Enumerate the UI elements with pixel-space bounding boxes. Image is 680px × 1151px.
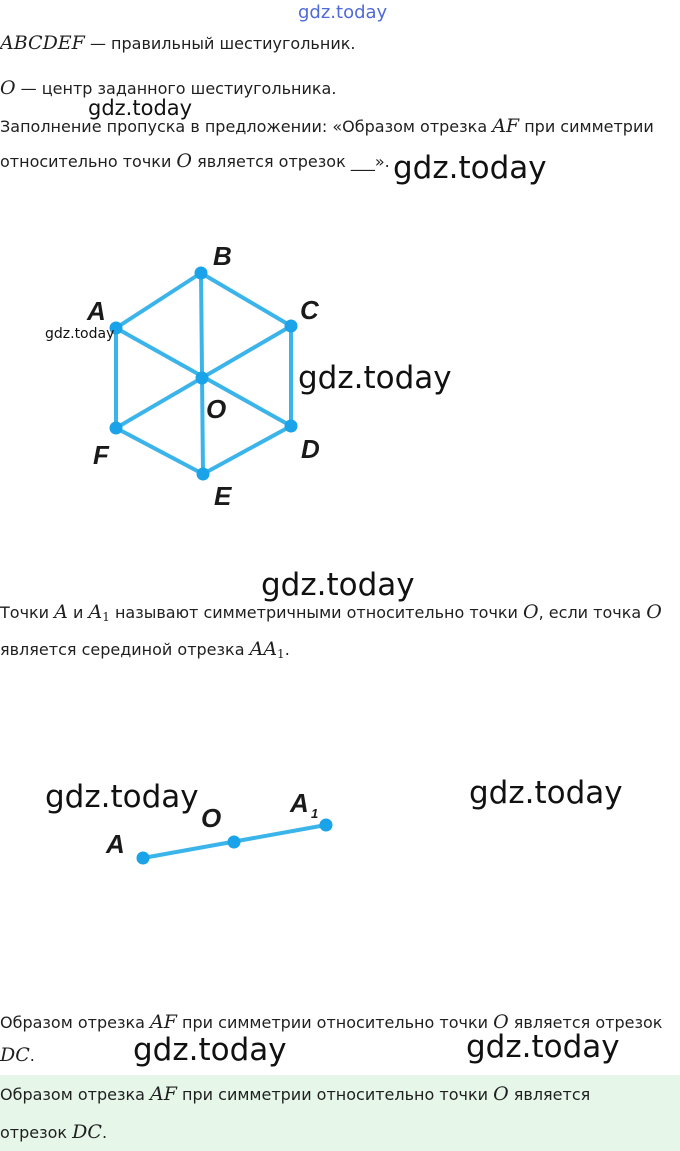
edge-ab [116,273,201,328]
def-text-f: . [284,640,290,659]
result-line-2 [0,1044,35,1066]
math-o: O [493,1083,509,1105]
def-text-a: Точки [0,603,55,622]
result-text-d: . [29,1046,35,1065]
label-a: A [106,829,125,859]
point-d [285,420,298,433]
math-af: AF [150,1083,177,1105]
math-o: O [176,150,192,172]
answer-text-b: при симметрии относительно точки [176,1085,494,1104]
intro-line-4 [0,150,390,172]
point-a [137,852,150,865]
answer-box [0,1075,680,1151]
point-a1 [320,819,333,832]
answer-text-e: . [101,1123,108,1142]
result-text-c: является отрезок [508,1013,663,1032]
math-dc: DC [72,1121,102,1143]
answer-text-c: является [508,1085,591,1104]
math-af: AF [150,1011,177,1033]
answer-line-1 [0,1083,590,1105]
watermark: gdz.today [45,779,199,815]
math-dc: DC [0,1044,30,1066]
intro-text-3b: при симметрии [519,117,654,136]
intro-text-4a: относительно точки [0,152,177,171]
point-b [195,267,208,280]
answer-text-d: отрезок [0,1123,73,1142]
intro-text-3a: Заполнение пропуска в предложении: «Образом отрезка [0,117,493,136]
intro-line-1 [0,32,355,54]
point-c [285,320,298,333]
def-text-e: является серединой отрезка [0,640,250,659]
math-aa1 [250,638,285,660]
math-a1 [88,601,109,623]
math-o: O [0,77,16,99]
intro-text-2: — центр заданного шестиугольника. [15,79,337,98]
math-af: AF [492,115,520,137]
label-o: O [206,394,227,424]
answer-text-a: Образом отрезка [0,1085,151,1104]
math-o: O [493,1011,509,1033]
result-text-b: при симметрии относительно точки [176,1013,494,1032]
math-abcdef: ABCDEF [0,32,85,54]
watermark: gdz.today [45,326,115,342]
definition-line-2 [0,638,290,661]
result-text-a: Образом отрезка [0,1013,151,1032]
math-aa1-base: AA [249,638,278,660]
intro-text-4b: является отрезок ___». [192,152,390,171]
def-text-c: называют симметричными относительно точки [109,603,524,622]
math-a1-sub: 1 [102,610,110,624]
label-d: D [301,434,320,464]
definition-line-1 [0,601,662,624]
math-aa1-sub: 1 [277,647,285,661]
label-a1-sub: 1 [311,806,319,821]
intro-text-1: — правильный шестиугольник. [84,34,356,53]
watermark: gdz.today [261,567,415,603]
edge-bc [201,273,291,326]
watermark: gdz.today [133,1032,287,1068]
math-a1-base: A [88,601,103,623]
watermark: gdz.today [393,150,547,186]
def-text-b: и [67,603,89,622]
point-e [197,468,210,481]
edge-de [203,426,291,474]
label-e: E [214,481,232,511]
label-b: B [213,241,232,271]
label-o: O [201,803,222,833]
watermark: gdz.today [298,360,452,396]
def-text-d: , если точка [538,603,647,622]
edge-ef [116,428,203,474]
watermark: gdz.today [469,775,623,811]
label-a1: A [290,788,309,818]
label-f: F [93,440,109,470]
watermark-top: gdz.today [298,2,388,23]
math-o: O [646,601,662,623]
label-a: A [87,296,106,326]
label-c: C [300,295,319,325]
math-o: O [523,601,539,623]
answer-line-2 [0,1121,107,1143]
intro-line-3 [0,115,654,137]
watermark: gdz.today [466,1029,620,1065]
point-f [110,422,123,435]
math-a: A [54,601,68,623]
watermark: gdz.today [88,96,193,120]
point-o [196,372,209,385]
point-o [228,836,241,849]
